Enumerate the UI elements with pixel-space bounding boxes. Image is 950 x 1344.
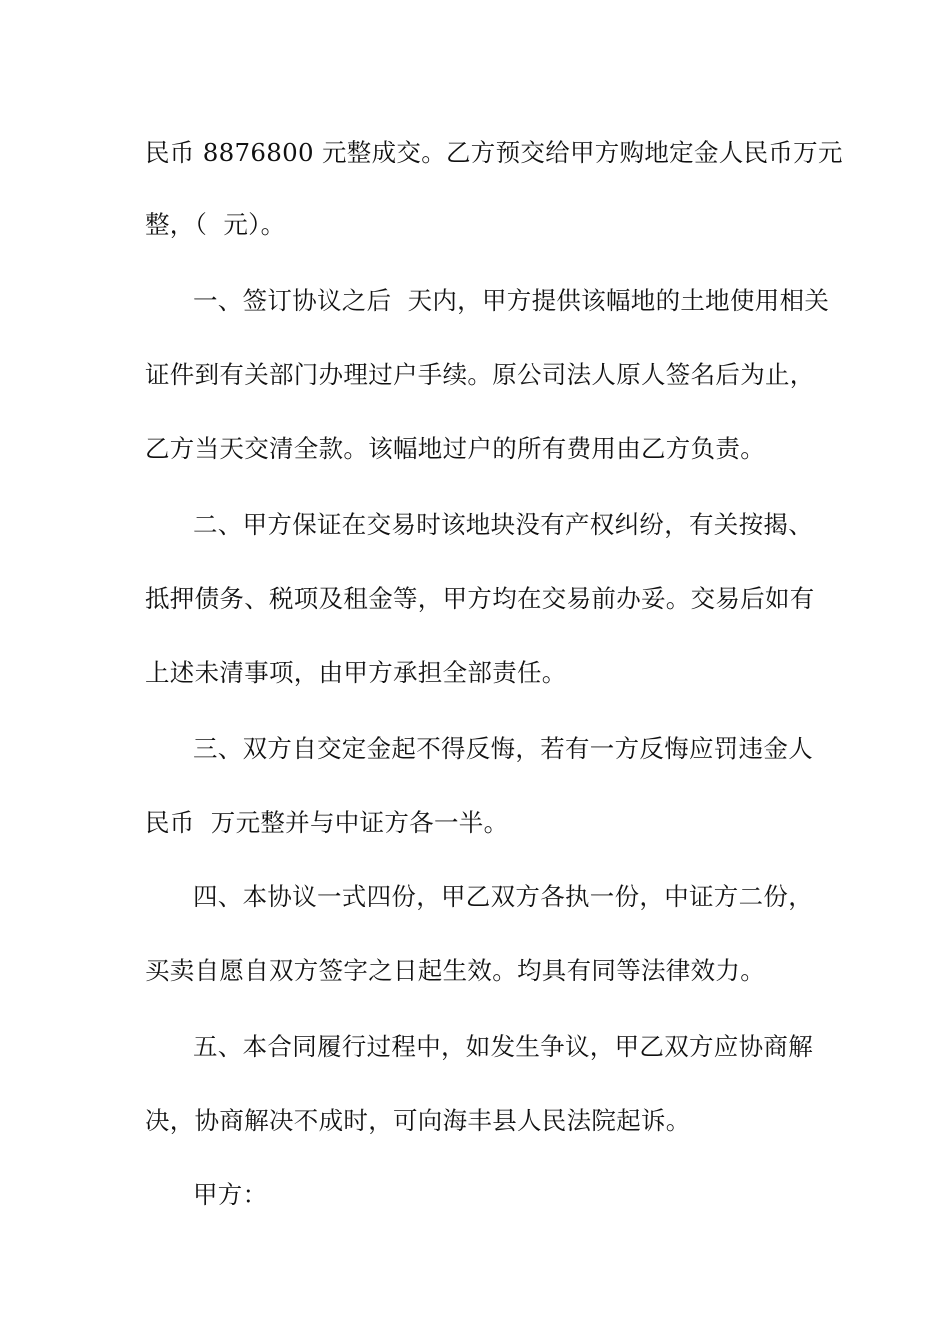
clause-3-line-1: 三、双方自交定金起不得反悔，若有一方反悔应罚违金人 [193,734,813,763]
clause-5-line-2: 决，协商解决不成时，可向海丰县人民法院起诉。 [145,1106,691,1135]
clause-2-line-3: 上述未清事项，由甲方承担全部责任。 [145,658,567,687]
clause-1-line-2: 证件到有关部门办理过户手续。原公司法人原人签名后为止， [145,360,815,389]
clause-3-line-2: 民币 万元整并与中证方各一半。 [145,808,509,837]
clause-2-line-1: 二、甲方保证在交易时该地块没有产权纠纷，有关按揭、 [193,510,813,539]
party-a-signature-label: 甲方： [193,1180,268,1209]
text-line-2: 整，（ 元）。 [145,210,286,239]
clause-4-line-2: 买卖自愿自双方签字之日起生效。均具有同等法律效力。 [145,956,765,985]
text-line-1: 民币 8876800 元整成交。乙方预交给甲方购地定金人民币万元 [145,138,843,167]
clause-2-line-2: 抵押债务、税项及租金等，甲方均在交易前办妥。交易后如有 [145,584,815,613]
clause-1-line-1: 一、签订协议之后 天内，甲方提供该幅地的土地使用相关 [193,286,830,315]
clause-5-line-1: 五、本合同履行过程中，如发生争议，甲乙双方应协商解 [193,1032,813,1061]
clause-1-line-3: 乙方当天交清全款。该幅地过户的所有费用由乙方负责。 [145,434,765,463]
clause-4-line-1: 四、本协议一式四份，甲乙双方各执一份，中证方二份， [193,882,813,911]
